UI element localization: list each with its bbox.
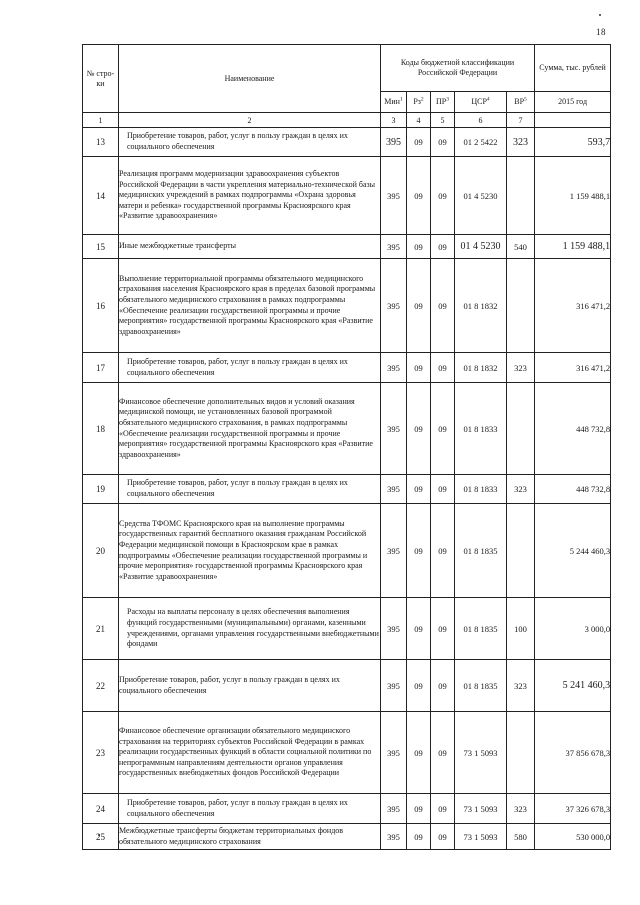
cell-rz: 09 — [407, 157, 431, 235]
cell-pr: 09 — [431, 598, 455, 660]
cell-rz: 09 — [407, 660, 431, 712]
index-cell: 1 — [83, 113, 119, 128]
cell-sum: 3 000,0 — [535, 598, 611, 660]
header-name: Наименование — [119, 45, 381, 113]
cell-vr: 540 — [507, 235, 535, 259]
row-number: 18 — [83, 383, 119, 475]
index-cell — [535, 113, 611, 128]
cell-csr: 01 4 5230 — [455, 157, 507, 235]
cell-min: 395 — [381, 353, 407, 383]
row-number: 19 — [83, 475, 119, 504]
cell-rz: 09 — [407, 259, 431, 353]
header-year: 2015 год — [535, 92, 611, 113]
cell-sum: 316 471,2 — [535, 259, 611, 353]
cell-vr — [507, 383, 535, 475]
cell-min: 395 — [381, 824, 407, 850]
cell-pr: 09 — [431, 824, 455, 850]
cell-vr — [507, 504, 535, 598]
cell-vr: 323 — [507, 353, 535, 383]
cell-min: 395 — [381, 157, 407, 235]
table-row — [83, 157, 611, 235]
index-cell: 3 — [381, 113, 407, 128]
cell-min: 395 — [381, 259, 407, 353]
header-csr: ЦСР$^4$ — [455, 92, 507, 113]
cell-sum: 5 244 460,3 — [535, 504, 611, 598]
row-name: Иные межбюджетные трансферты — [119, 235, 381, 259]
row-name: Выполнение территориальной программы обязательного медицинского страхования населения Красноярского края в пределах базовой программы обязательного медицинского страхования в рамках подпрограммы «Обеспечение реализации государственной программы и прочие мероприятия» государственной программы Красноярского края «Развитие здравоохранения» — [119, 259, 381, 353]
cell-vr: 580 — [507, 824, 535, 850]
index-cell: 7 — [507, 113, 535, 128]
cell-rz: 09 — [407, 383, 431, 475]
row-name: Приобретение товаров, работ, услуг в пользу граждан в целях их социального обеспечения — [119, 660, 381, 712]
cell-csr: 01 8 1833 — [455, 475, 507, 504]
row-name: Реализация программ модернизации здравоохранения субъектов Российской Федерации в части укрепления материально-технической базы медицинских учреждений в рамках подпрограммы «Охрана здоровья матери и ребенка» государственной программы Красноярского края «Развитие здравоохранения» — [119, 157, 381, 235]
row-number: 15 — [83, 235, 119, 259]
index-row — [83, 113, 611, 128]
table-row — [83, 794, 611, 824]
index-cell: 4 — [407, 113, 431, 128]
cell-csr: 73 1 5093 — [455, 712, 507, 794]
row-number: 16 — [83, 259, 119, 353]
row-number: 21 — [83, 598, 119, 660]
cell-min: 395 — [381, 598, 407, 660]
header-min: Мин$^1$ — [381, 92, 407, 113]
cell-sum: 530 000,0 — [535, 824, 611, 850]
cell-csr: 73 1 5093 — [455, 794, 507, 824]
header-codes-group: Коды бюджетной классификации Российской Федерации — [381, 45, 535, 92]
row-name: Приобретение товаров, работ, услуг в пользу граждан в целях их социального обеспечения — [119, 794, 381, 824]
cell-min: 395 — [381, 504, 407, 598]
cell-csr: 01 4 5230 — [455, 235, 507, 259]
table-row — [83, 712, 611, 794]
cell-sum: 448 732,8 — [535, 383, 611, 475]
cell-vr — [507, 259, 535, 353]
row-number: 14 — [83, 157, 119, 235]
cell-min: 395 — [381, 128, 407, 157]
table-row — [83, 383, 611, 475]
cell-sum: 1 159 488,1 — [535, 235, 611, 259]
cell-pr: 09 — [431, 353, 455, 383]
row-number: 13 — [83, 128, 119, 157]
cell-pr: 09 — [431, 712, 455, 794]
index-cell: 6 — [455, 113, 507, 128]
cell-csr: 01 8 1835 — [455, 504, 507, 598]
row-number: 22 — [83, 660, 119, 712]
cell-pr: 09 — [431, 383, 455, 475]
cell-csr: 01 8 1833 — [455, 383, 507, 475]
table-row — [83, 259, 611, 353]
row-name: Средства ТФОМС Красноярского края на выполнение программы государственных гарантий бесплатного оказания гражданам Российской Федерации медицинской помощи в Красноярском крае в рамках подпрограммы «Обеспечение реализации государственной программы и прочие мероприятия» государственной программы Красноярского края «Развитие здравоохранения» — [119, 504, 381, 598]
cell-min: 395 — [381, 794, 407, 824]
table-row — [83, 235, 611, 259]
cell-rz: 09 — [407, 353, 431, 383]
cell-vr: 323 — [507, 128, 535, 157]
row-number: 23 — [83, 712, 119, 794]
cell-rz: 09 — [407, 598, 431, 660]
cell-sum: 448 732,8 — [535, 475, 611, 504]
header-pr: $ПР^3$ — [431, 92, 455, 113]
table-header — [83, 45, 611, 128]
cell-min: 395 — [381, 660, 407, 712]
cell-pr: 09 — [431, 259, 455, 353]
cell-rz: 09 — [407, 712, 431, 794]
index-cell: 5 — [431, 113, 455, 128]
table-row — [83, 598, 611, 660]
cell-pr: 09 — [431, 660, 455, 712]
row-name: Финансовое обеспечение организации обязательного медицинского страхования на территориях субъектов Российской Федерации в рамках реализации государственных функций в области социальной политики по непрограммным направлениям деятельности органов управления государственных внебюджетных фондов Российской Федерации — [119, 712, 381, 794]
cell-rz: 09 — [407, 824, 431, 850]
cell-sum: 5 241 460,3 — [535, 660, 611, 712]
cell-vr: 100 — [507, 598, 535, 660]
cell-csr: 01 2 5422 — [455, 128, 507, 157]
table-row — [83, 353, 611, 383]
cell-min: 395 — [381, 475, 407, 504]
cell-min: 395 — [381, 235, 407, 259]
cell-rz: 09 — [407, 504, 431, 598]
cell-min: 395 — [381, 712, 407, 794]
scan-speck — [599, 14, 601, 16]
table-row — [83, 475, 611, 504]
row-number: 25 — [83, 824, 119, 850]
cell-vr — [507, 157, 535, 235]
table-row — [83, 824, 611, 850]
row-name: Межбюджетные трансферты бюджетам территориальных фондов обязательного медицинского страхования — [119, 824, 381, 850]
cell-vr: 323 — [507, 660, 535, 712]
cell-sum: 593,7 — [535, 128, 611, 157]
cell-csr: 01 8 1835 — [455, 660, 507, 712]
table-row — [83, 504, 611, 598]
page-number: 18 — [596, 27, 606, 37]
cell-sum: 1 159 488,1 — [535, 157, 611, 235]
budget-table — [82, 44, 611, 850]
cell-pr: 09 — [431, 475, 455, 504]
cell-vr: 323 — [507, 794, 535, 824]
cell-vr — [507, 712, 535, 794]
cell-rz: 09 — [407, 128, 431, 157]
cell-csr: 73 1 5093 — [455, 824, 507, 850]
index-cell: 2 — [119, 113, 381, 128]
row-name: Финансовое обеспечение дополнительных видов и условий оказания медицинской помощи, не установленных базовой программой обязательного медицинского страхования, в рамках подпрограммы «Обеспечение реализации государственной программы и прочие мероприятия» государственной программы Красноярского края «Развитие здравоохранения» — [119, 383, 381, 475]
cell-rz: 09 — [407, 475, 431, 504]
table-body — [83, 128, 611, 850]
table-row — [83, 660, 611, 712]
header-vr: $ВР^5$ — [507, 92, 535, 113]
cell-csr: 01 8 1832 — [455, 353, 507, 383]
row-name: Расходы на выплаты персоналу в целях обеспечения выполнения функций государственными (муниципальными) органами, казенными учреждениями, органами управления государственными внебюджетными фондами — [119, 598, 381, 660]
cell-csr: 01 8 1835 — [455, 598, 507, 660]
cell-rz: 09 — [407, 235, 431, 259]
row-number: 17 — [83, 353, 119, 383]
cell-pr: 09 — [431, 157, 455, 235]
cell-min: 395 — [381, 383, 407, 475]
cell-vr: 323 — [507, 475, 535, 504]
cell-pr: 09 — [431, 504, 455, 598]
cell-rz: 09 — [407, 794, 431, 824]
cell-pr: 09 — [431, 235, 455, 259]
row-name: Приобретение товаров, работ, услуг в пользу граждан в целях их социального обеспечения — [119, 353, 381, 383]
cell-sum: 37 326 678,3 — [535, 794, 611, 824]
cell-sum: 316 471,2 — [535, 353, 611, 383]
cell-sum: 37 856 678,3 — [535, 712, 611, 794]
cell-pr: 09 — [431, 794, 455, 824]
header-rz: $Рз^2$ — [407, 92, 431, 113]
row-name: Приобретение товаров, работ, услуг в пользу граждан в целях их социального обеспечения — [119, 475, 381, 504]
row-name: Приобретение товаров, работ, услуг в пользу граждан в целях их социального обеспечения — [119, 128, 381, 157]
table-row — [83, 128, 611, 157]
row-number: 24 — [83, 794, 119, 824]
cell-csr: 01 8 1832 — [455, 259, 507, 353]
cell-pr: 09 — [431, 128, 455, 157]
header-sum: Сумма, тыс. рублей — [535, 45, 611, 92]
header-row-number: № стро-ки — [83, 45, 119, 113]
row-number: 20 — [83, 504, 119, 598]
